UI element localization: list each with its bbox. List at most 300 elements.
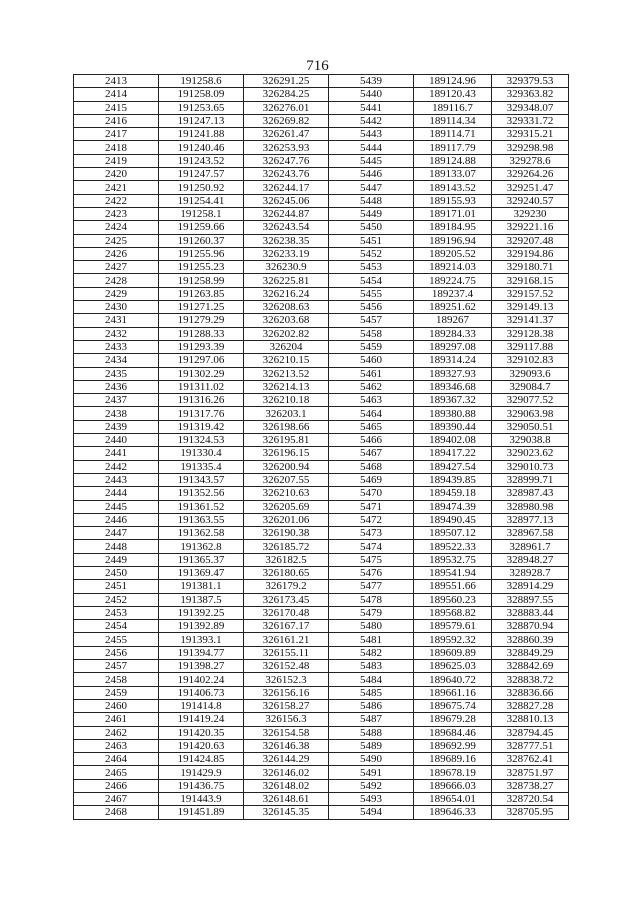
table-row bbox=[74, 434, 569, 447]
y-coord-right-cell: 328860.39 bbox=[492, 633, 569, 646]
y-coord-left-cell: 326196.15 bbox=[244, 447, 329, 460]
point-id-right-cell: 5456 bbox=[329, 301, 414, 314]
y-coord-left-cell: 326204 bbox=[244, 340, 329, 353]
x-coord-left-cell: 191258.09 bbox=[159, 88, 244, 101]
x-coord-left-cell: 191254.41 bbox=[159, 194, 244, 207]
x-coord-right-cell: 189522.33 bbox=[414, 540, 492, 553]
table-row bbox=[74, 261, 569, 274]
table-row bbox=[74, 447, 569, 460]
x-coord-left-cell: 191288.33 bbox=[159, 327, 244, 340]
point-id-right-cell: 5469 bbox=[329, 473, 414, 486]
point-id-right-cell: 5443 bbox=[329, 128, 414, 141]
table-row bbox=[74, 527, 569, 540]
y-coord-left-cell: 326146.38 bbox=[244, 739, 329, 752]
x-coord-right-cell: 189346.68 bbox=[414, 380, 492, 393]
point-id-left-cell: 2467 bbox=[74, 793, 159, 806]
point-id-right-cell: 5458 bbox=[329, 327, 414, 340]
x-coord-right-cell: 189551.66 bbox=[414, 580, 492, 593]
point-id-right-cell: 5467 bbox=[329, 447, 414, 460]
x-coord-right-cell: 189666.03 bbox=[414, 779, 492, 792]
y-coord-left-cell: 326152.48 bbox=[244, 660, 329, 673]
table-row bbox=[74, 566, 569, 579]
x-coord-right-cell: 189196.94 bbox=[414, 234, 492, 247]
point-id-right-cell: 5442 bbox=[329, 114, 414, 127]
point-id-right-cell: 5473 bbox=[329, 527, 414, 540]
point-id-left-cell: 2459 bbox=[74, 686, 159, 699]
x-coord-left-cell: 191343.57 bbox=[159, 473, 244, 486]
x-coord-right-cell: 189646.33 bbox=[414, 806, 492, 819]
x-coord-right-cell: 189251.62 bbox=[414, 301, 492, 314]
x-coord-left-cell: 191361.52 bbox=[159, 500, 244, 513]
point-id-left-cell: 2436 bbox=[74, 380, 159, 393]
x-coord-left-cell: 191362.58 bbox=[159, 527, 244, 540]
point-id-right-cell: 5478 bbox=[329, 593, 414, 606]
table-row bbox=[74, 88, 569, 101]
point-id-left-cell: 2464 bbox=[74, 753, 159, 766]
point-id-left-cell: 2450 bbox=[74, 566, 159, 579]
table-row bbox=[74, 287, 569, 300]
table-row bbox=[74, 513, 569, 526]
y-coord-left-cell: 326185.72 bbox=[244, 540, 329, 553]
x-coord-right-cell: 189692.99 bbox=[414, 739, 492, 752]
point-id-right-cell: 5465 bbox=[329, 420, 414, 433]
y-coord-left-cell: 326198.66 bbox=[244, 420, 329, 433]
x-coord-right-cell: 189143.52 bbox=[414, 181, 492, 194]
x-coord-left-cell: 191263.85 bbox=[159, 287, 244, 300]
point-id-left-cell: 2434 bbox=[74, 354, 159, 367]
point-id-left-cell: 2429 bbox=[74, 287, 159, 300]
y-coord-right-cell: 329117.88 bbox=[492, 340, 569, 353]
table-row bbox=[74, 141, 569, 154]
y-coord-right-cell: 329063.98 bbox=[492, 407, 569, 420]
x-coord-right-cell: 189678.19 bbox=[414, 766, 492, 779]
x-coord-right-cell: 189684.46 bbox=[414, 726, 492, 739]
y-coord-right-cell: 329194.86 bbox=[492, 247, 569, 260]
x-coord-right-cell: 189490.45 bbox=[414, 513, 492, 526]
table-row bbox=[74, 367, 569, 380]
point-id-right-cell: 5455 bbox=[329, 287, 414, 300]
y-coord-right-cell: 328836.66 bbox=[492, 686, 569, 699]
x-coord-left-cell: 191316.26 bbox=[159, 394, 244, 407]
point-id-left-cell: 2444 bbox=[74, 487, 159, 500]
table-row bbox=[74, 713, 569, 726]
y-coord-right-cell: 328751.97 bbox=[492, 766, 569, 779]
x-coord-left-cell: 191406.73 bbox=[159, 686, 244, 699]
y-coord-right-cell: 328794.45 bbox=[492, 726, 569, 739]
point-id-right-cell: 5491 bbox=[329, 766, 414, 779]
y-coord-right-cell: 329315.21 bbox=[492, 128, 569, 141]
x-coord-left-cell: 191255.23 bbox=[159, 261, 244, 274]
point-id-right-cell: 5457 bbox=[329, 314, 414, 327]
point-id-right-cell: 5471 bbox=[329, 500, 414, 513]
x-coord-left-cell: 191317.76 bbox=[159, 407, 244, 420]
y-coord-left-cell: 326154.58 bbox=[244, 726, 329, 739]
y-coord-left-cell: 326148.02 bbox=[244, 779, 329, 792]
x-coord-right-cell: 189224.75 bbox=[414, 274, 492, 287]
y-coord-left-cell: 326244.87 bbox=[244, 207, 329, 220]
point-id-right-cell: 5482 bbox=[329, 646, 414, 659]
point-id-left-cell: 2421 bbox=[74, 181, 159, 194]
y-coord-left-cell: 326182.5 bbox=[244, 553, 329, 566]
point-id-left-cell: 2417 bbox=[74, 128, 159, 141]
point-id-right-cell: 5489 bbox=[329, 739, 414, 752]
x-coord-right-cell: 189592.32 bbox=[414, 633, 492, 646]
y-coord-left-cell: 326203.1 bbox=[244, 407, 329, 420]
table-row bbox=[74, 699, 569, 712]
y-coord-right-cell: 329180.71 bbox=[492, 261, 569, 274]
y-coord-right-cell: 328948.27 bbox=[492, 553, 569, 566]
y-coord-right-cell: 329157.52 bbox=[492, 287, 569, 300]
point-id-right-cell: 5487 bbox=[329, 713, 414, 726]
x-coord-left-cell: 191398.27 bbox=[159, 660, 244, 673]
y-coord-left-cell: 326261.47 bbox=[244, 128, 329, 141]
y-coord-right-cell: 328897.55 bbox=[492, 593, 569, 606]
point-id-right-cell: 5450 bbox=[329, 221, 414, 234]
point-id-left-cell: 2449 bbox=[74, 553, 159, 566]
table-row bbox=[74, 660, 569, 673]
y-coord-left-cell: 326173.45 bbox=[244, 593, 329, 606]
x-coord-left-cell: 191451.89 bbox=[159, 806, 244, 819]
x-coord-right-cell: 189689.16 bbox=[414, 753, 492, 766]
point-id-left-cell: 2426 bbox=[74, 247, 159, 260]
y-coord-right-cell: 329348.07 bbox=[492, 101, 569, 114]
table-row bbox=[74, 766, 569, 779]
point-id-left-cell: 2425 bbox=[74, 234, 159, 247]
table-row bbox=[74, 420, 569, 433]
x-coord-left-cell: 191394.77 bbox=[159, 646, 244, 659]
point-id-right-cell: 5490 bbox=[329, 753, 414, 766]
x-coord-left-cell: 191243.52 bbox=[159, 154, 244, 167]
y-coord-left-cell: 326210.18 bbox=[244, 394, 329, 407]
y-coord-left-cell: 326247.76 bbox=[244, 154, 329, 167]
table-row bbox=[74, 580, 569, 593]
y-coord-left-cell: 326195.81 bbox=[244, 434, 329, 447]
point-id-left-cell: 2454 bbox=[74, 620, 159, 633]
point-id-left-cell: 2433 bbox=[74, 340, 159, 353]
point-id-left-cell: 2468 bbox=[74, 806, 159, 819]
x-coord-left-cell: 191335.4 bbox=[159, 460, 244, 473]
table-row bbox=[74, 154, 569, 167]
x-coord-right-cell: 189155.93 bbox=[414, 194, 492, 207]
point-id-right-cell: 5479 bbox=[329, 606, 414, 619]
x-coord-left-cell: 191247.13 bbox=[159, 114, 244, 127]
point-id-left-cell: 2418 bbox=[74, 141, 159, 154]
point-id-right-cell: 5447 bbox=[329, 181, 414, 194]
x-coord-right-cell: 189314.24 bbox=[414, 354, 492, 367]
point-id-left-cell: 2440 bbox=[74, 434, 159, 447]
table-row bbox=[74, 606, 569, 619]
x-coord-right-cell: 189237.4 bbox=[414, 287, 492, 300]
y-coord-right-cell: 329363.82 bbox=[492, 88, 569, 101]
point-id-right-cell: 5445 bbox=[329, 154, 414, 167]
x-coord-right-cell: 189675.74 bbox=[414, 699, 492, 712]
point-id-right-cell: 5466 bbox=[329, 434, 414, 447]
point-id-right-cell: 5444 bbox=[329, 141, 414, 154]
x-coord-right-cell: 189390.44 bbox=[414, 420, 492, 433]
table-row bbox=[74, 194, 569, 207]
x-coord-left-cell: 191271.25 bbox=[159, 301, 244, 314]
x-coord-left-cell: 191319.42 bbox=[159, 420, 244, 433]
point-id-left-cell: 2431 bbox=[74, 314, 159, 327]
y-coord-left-cell: 326201.06 bbox=[244, 513, 329, 526]
y-coord-right-cell: 329379.53 bbox=[492, 75, 569, 88]
point-id-right-cell: 5492 bbox=[329, 779, 414, 792]
x-coord-right-cell: 189609.89 bbox=[414, 646, 492, 659]
point-id-left-cell: 2466 bbox=[74, 779, 159, 792]
table-row bbox=[74, 779, 569, 792]
table-row bbox=[74, 633, 569, 646]
table-row bbox=[74, 686, 569, 699]
table-row bbox=[74, 460, 569, 473]
point-id-left-cell: 2438 bbox=[74, 407, 159, 420]
point-id-right-cell: 5486 bbox=[329, 699, 414, 712]
table-row bbox=[74, 593, 569, 606]
point-id-right-cell: 5452 bbox=[329, 247, 414, 260]
point-id-left-cell: 2419 bbox=[74, 154, 159, 167]
y-coord-left-cell: 326210.15 bbox=[244, 354, 329, 367]
table-row bbox=[74, 128, 569, 141]
x-coord-right-cell: 189402.08 bbox=[414, 434, 492, 447]
point-id-right-cell: 5460 bbox=[329, 354, 414, 367]
y-coord-left-cell: 326205.69 bbox=[244, 500, 329, 513]
y-coord-right-cell: 329278.6 bbox=[492, 154, 569, 167]
x-coord-right-cell: 189579.61 bbox=[414, 620, 492, 633]
y-coord-right-cell: 328870.94 bbox=[492, 620, 569, 633]
y-coord-left-cell: 326253.93 bbox=[244, 141, 329, 154]
y-coord-right-cell: 329251.47 bbox=[492, 181, 569, 194]
x-coord-right-cell: 189532.75 bbox=[414, 553, 492, 566]
y-coord-right-cell: 328928.7 bbox=[492, 566, 569, 579]
point-id-right-cell: 5468 bbox=[329, 460, 414, 473]
point-id-left-cell: 2448 bbox=[74, 540, 159, 553]
x-coord-left-cell: 191240.46 bbox=[159, 141, 244, 154]
x-coord-right-cell: 189625.03 bbox=[414, 660, 492, 673]
y-coord-left-cell: 326216.24 bbox=[244, 287, 329, 300]
x-coord-right-cell: 189133.07 bbox=[414, 168, 492, 181]
y-coord-right-cell: 328777.51 bbox=[492, 739, 569, 752]
table-row bbox=[74, 793, 569, 806]
y-coord-left-cell: 326202.82 bbox=[244, 327, 329, 340]
table-row bbox=[74, 487, 569, 500]
point-id-left-cell: 2422 bbox=[74, 194, 159, 207]
y-coord-left-cell: 326146.02 bbox=[244, 766, 329, 779]
point-id-left-cell: 2451 bbox=[74, 580, 159, 593]
point-id-left-cell: 2423 bbox=[74, 207, 159, 220]
y-coord-left-cell: 326180.65 bbox=[244, 566, 329, 579]
point-id-right-cell: 5477 bbox=[329, 580, 414, 593]
y-coord-right-cell: 329023.62 bbox=[492, 447, 569, 460]
y-coord-right-cell: 328849.29 bbox=[492, 646, 569, 659]
x-coord-left-cell: 191260.37 bbox=[159, 234, 244, 247]
x-coord-right-cell: 189114.34 bbox=[414, 114, 492, 127]
x-coord-left-cell: 191363.55 bbox=[159, 513, 244, 526]
point-id-right-cell: 5461 bbox=[329, 367, 414, 380]
table-row bbox=[74, 207, 569, 220]
x-coord-left-cell: 191420.63 bbox=[159, 739, 244, 752]
x-coord-left-cell: 191362.8 bbox=[159, 540, 244, 553]
point-id-left-cell: 2452 bbox=[74, 593, 159, 606]
y-coord-left-cell: 326156.3 bbox=[244, 713, 329, 726]
point-id-left-cell: 2465 bbox=[74, 766, 159, 779]
table-row bbox=[74, 553, 569, 566]
table-row bbox=[74, 314, 569, 327]
x-coord-left-cell: 191324.53 bbox=[159, 434, 244, 447]
x-coord-left-cell: 191365.37 bbox=[159, 553, 244, 566]
x-coord-left-cell: 191250.92 bbox=[159, 181, 244, 194]
y-coord-left-cell: 326291.25 bbox=[244, 75, 329, 88]
y-coord-right-cell: 328914.29 bbox=[492, 580, 569, 593]
y-coord-right-cell: 329102.83 bbox=[492, 354, 569, 367]
point-id-right-cell: 5485 bbox=[329, 686, 414, 699]
y-coord-right-cell: 328883.44 bbox=[492, 606, 569, 619]
point-id-right-cell: 5483 bbox=[329, 660, 414, 673]
x-coord-left-cell: 191381.1 bbox=[159, 580, 244, 593]
x-coord-right-cell: 189541.94 bbox=[414, 566, 492, 579]
x-coord-right-cell: 189114.71 bbox=[414, 128, 492, 141]
y-coord-left-cell: 326269.82 bbox=[244, 114, 329, 127]
point-id-left-cell: 2414 bbox=[74, 88, 159, 101]
y-coord-left-cell: 326276.01 bbox=[244, 101, 329, 114]
point-id-right-cell: 5463 bbox=[329, 394, 414, 407]
point-id-left-cell: 2420 bbox=[74, 168, 159, 181]
point-id-left-cell: 2445 bbox=[74, 500, 159, 513]
x-coord-left-cell: 191419.24 bbox=[159, 713, 244, 726]
y-coord-left-cell: 326144.29 bbox=[244, 753, 329, 766]
point-id-right-cell: 5439 bbox=[329, 75, 414, 88]
x-coord-right-cell: 189560.23 bbox=[414, 593, 492, 606]
point-id-right-cell: 5476 bbox=[329, 566, 414, 579]
point-id-left-cell: 2439 bbox=[74, 420, 159, 433]
y-coord-left-cell: 326200.94 bbox=[244, 460, 329, 473]
point-id-right-cell: 5459 bbox=[329, 340, 414, 353]
x-coord-left-cell: 191393.1 bbox=[159, 633, 244, 646]
y-coord-left-cell: 326161.21 bbox=[244, 633, 329, 646]
y-coord-right-cell: 328838.72 bbox=[492, 673, 569, 686]
coordinates-table-body bbox=[74, 75, 569, 820]
point-id-left-cell: 2463 bbox=[74, 739, 159, 752]
point-id-left-cell: 2458 bbox=[74, 673, 159, 686]
point-id-left-cell: 2442 bbox=[74, 460, 159, 473]
y-coord-left-cell: 326245.06 bbox=[244, 194, 329, 207]
point-id-left-cell: 2447 bbox=[74, 527, 159, 540]
y-coord-left-cell: 326155.11 bbox=[244, 646, 329, 659]
x-coord-right-cell: 189116.7 bbox=[414, 101, 492, 114]
point-id-right-cell: 5440 bbox=[329, 88, 414, 101]
x-coord-right-cell: 189205.52 bbox=[414, 247, 492, 260]
point-id-left-cell: 2424 bbox=[74, 221, 159, 234]
x-coord-right-cell: 189184.95 bbox=[414, 221, 492, 234]
y-coord-right-cell: 329010.73 bbox=[492, 460, 569, 473]
y-coord-right-cell: 329240.57 bbox=[492, 194, 569, 207]
y-coord-left-cell: 326145.35 bbox=[244, 806, 329, 819]
x-coord-left-cell: 191402.24 bbox=[159, 673, 244, 686]
table-row bbox=[74, 394, 569, 407]
point-id-left-cell: 2446 bbox=[74, 513, 159, 526]
y-coord-left-cell: 326207.55 bbox=[244, 473, 329, 486]
y-coord-right-cell: 328980.98 bbox=[492, 500, 569, 513]
x-coord-right-cell: 189380.88 bbox=[414, 407, 492, 420]
x-coord-right-cell: 189679.28 bbox=[414, 713, 492, 726]
x-coord-left-cell: 191258.6 bbox=[159, 75, 244, 88]
y-coord-right-cell: 329038.8 bbox=[492, 434, 569, 447]
point-id-left-cell: 2415 bbox=[74, 101, 159, 114]
y-coord-left-cell: 326244.17 bbox=[244, 181, 329, 194]
x-coord-right-cell: 189327.93 bbox=[414, 367, 492, 380]
x-coord-right-cell: 189367.32 bbox=[414, 394, 492, 407]
table-row bbox=[74, 673, 569, 686]
point-id-right-cell: 5446 bbox=[329, 168, 414, 181]
x-coord-right-cell: 189120.43 bbox=[414, 88, 492, 101]
x-coord-left-cell: 191352.56 bbox=[159, 487, 244, 500]
table-row bbox=[74, 234, 569, 247]
table-row bbox=[74, 327, 569, 340]
y-coord-right-cell: 328827.28 bbox=[492, 699, 569, 712]
table-row bbox=[74, 806, 569, 819]
y-coord-left-cell: 326243.54 bbox=[244, 221, 329, 234]
x-coord-right-cell: 189417.22 bbox=[414, 447, 492, 460]
y-coord-right-cell: 328762.41 bbox=[492, 753, 569, 766]
point-id-left-cell: 2441 bbox=[74, 447, 159, 460]
table-row bbox=[74, 407, 569, 420]
table-row bbox=[74, 168, 569, 181]
y-coord-right-cell: 328987.43 bbox=[492, 487, 569, 500]
x-coord-left-cell: 191293.39 bbox=[159, 340, 244, 353]
x-coord-left-cell: 191414.8 bbox=[159, 699, 244, 712]
point-id-left-cell: 2457 bbox=[74, 660, 159, 673]
x-coord-right-cell: 189124.96 bbox=[414, 75, 492, 88]
x-coord-left-cell: 191443.9 bbox=[159, 793, 244, 806]
y-coord-left-cell: 326210.63 bbox=[244, 487, 329, 500]
point-id-right-cell: 5454 bbox=[329, 274, 414, 287]
table-row bbox=[74, 181, 569, 194]
y-coord-right-cell: 329207.48 bbox=[492, 234, 569, 247]
y-coord-right-cell: 329298.98 bbox=[492, 141, 569, 154]
point-id-left-cell: 2430 bbox=[74, 301, 159, 314]
x-coord-right-cell: 189661.16 bbox=[414, 686, 492, 699]
table-row bbox=[74, 354, 569, 367]
y-coord-right-cell: 328810.13 bbox=[492, 713, 569, 726]
y-coord-right-cell: 328999.71 bbox=[492, 473, 569, 486]
y-coord-left-cell: 326152.3 bbox=[244, 673, 329, 686]
x-coord-left-cell: 191330.4 bbox=[159, 447, 244, 460]
x-coord-left-cell: 191424.85 bbox=[159, 753, 244, 766]
y-coord-right-cell: 329141.37 bbox=[492, 314, 569, 327]
y-coord-left-cell: 326230.9 bbox=[244, 261, 329, 274]
y-coord-left-cell: 326213.52 bbox=[244, 367, 329, 380]
x-coord-left-cell: 191392.25 bbox=[159, 606, 244, 619]
y-coord-right-cell: 329230 bbox=[492, 207, 569, 220]
x-coord-left-cell: 191258.1 bbox=[159, 207, 244, 220]
x-coord-right-cell: 189459.18 bbox=[414, 487, 492, 500]
y-coord-right-cell: 329050.51 bbox=[492, 420, 569, 433]
table-row bbox=[74, 114, 569, 127]
y-coord-right-cell: 329331.72 bbox=[492, 114, 569, 127]
point-id-right-cell: 5449 bbox=[329, 207, 414, 220]
point-id-right-cell: 5448 bbox=[329, 194, 414, 207]
y-coord-left-cell: 326170.48 bbox=[244, 606, 329, 619]
y-coord-right-cell: 329084.7 bbox=[492, 380, 569, 393]
y-coord-right-cell: 329149.13 bbox=[492, 301, 569, 314]
x-coord-left-cell: 191387.5 bbox=[159, 593, 244, 606]
x-coord-left-cell: 191311.02 bbox=[159, 380, 244, 393]
x-coord-right-cell: 189284.33 bbox=[414, 327, 492, 340]
point-id-left-cell: 2416 bbox=[74, 114, 159, 127]
point-id-left-cell: 2443 bbox=[74, 473, 159, 486]
point-id-right-cell: 5488 bbox=[329, 726, 414, 739]
table-row bbox=[74, 473, 569, 486]
table-row bbox=[74, 340, 569, 353]
x-coord-right-cell: 189474.39 bbox=[414, 500, 492, 513]
